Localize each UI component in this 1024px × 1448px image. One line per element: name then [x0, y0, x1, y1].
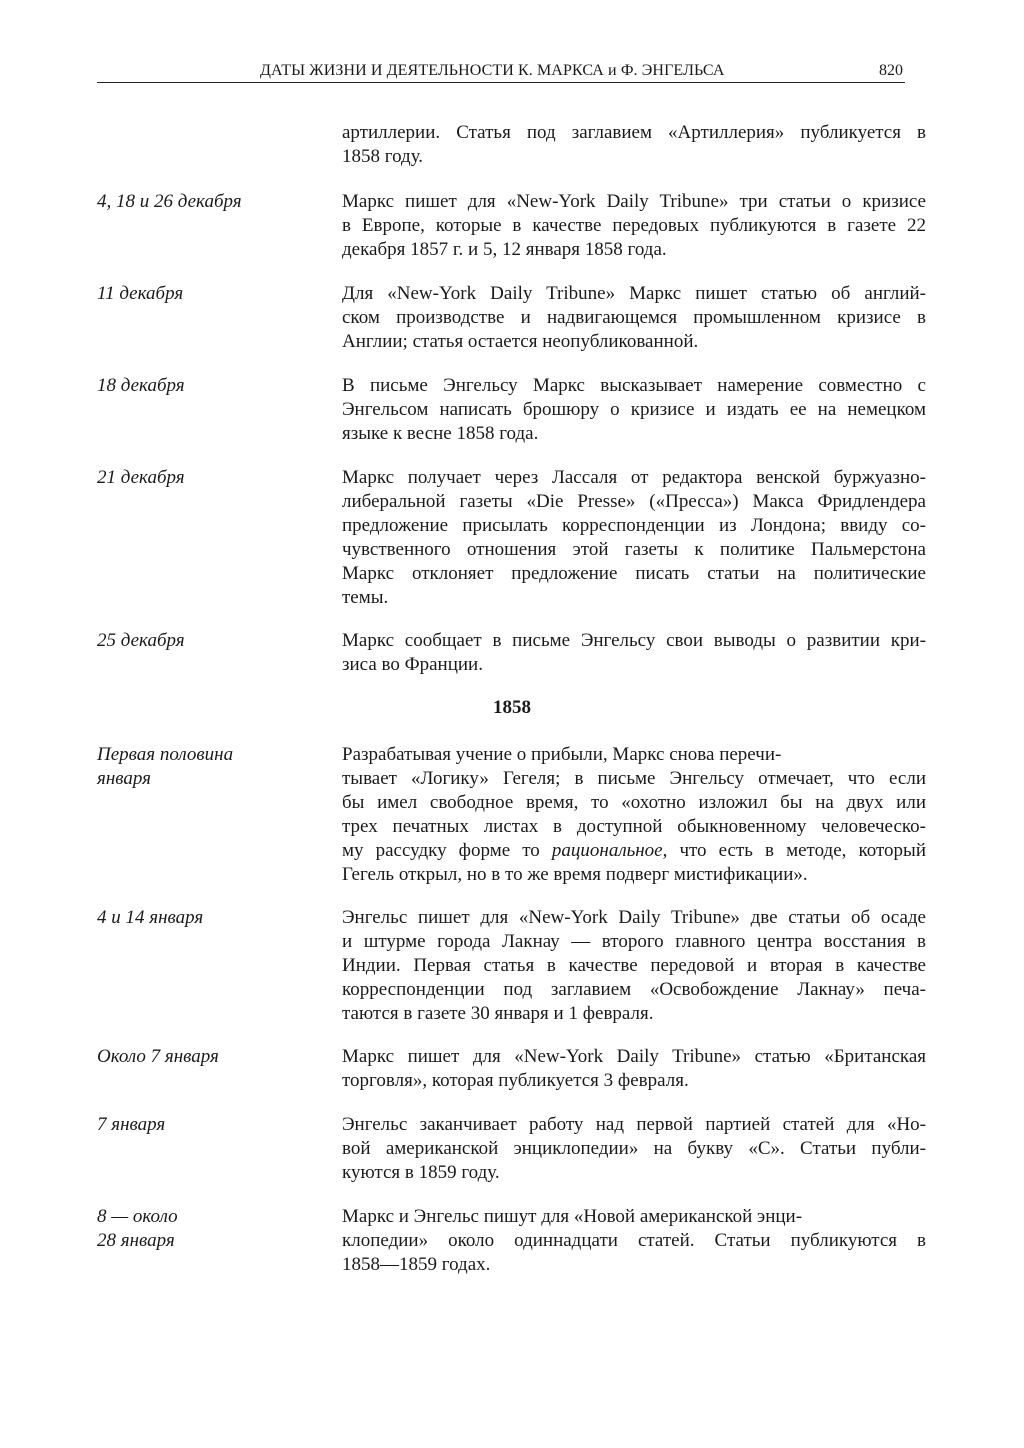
text-line: Маркс отклоняет предложение писать статьи на политические — [342, 563, 926, 584]
text-line: либеральной газеты «Die Presse» («Пресса») Макса Фридлендера — [342, 491, 926, 512]
date-line: 21 декабря — [97, 467, 185, 488]
text-line: тывает «Логику» Гегеля; в письме Энгельсу отмечает, что если — [342, 768, 926, 789]
entry-date — [97, 1045, 327, 1069]
text-line: Разрабатывая учение о прибыли, Маркс снова перечи- — [342, 744, 782, 765]
entry-date — [97, 1205, 327, 1253]
text-segment: что есть в методе, который — [667, 840, 926, 861]
entry-text — [342, 282, 926, 354]
text-line: таются в газете 30 января и 1 февраля. — [342, 1003, 654, 1024]
entry-date — [97, 629, 327, 653]
entry-date — [97, 1113, 327, 1137]
date-line: 8 — около — [97, 1206, 178, 1227]
continuation-paragraph — [342, 121, 926, 169]
text-line-with-emphasis — [342, 839, 926, 863]
text-line: в Европе, которые в качестве передовых публикуются в газете 22 — [342, 215, 926, 236]
text-line: Маркс и Энгельс пишут для «Новой американской энци- — [342, 1206, 803, 1227]
date-line: 25 декабря — [97, 630, 185, 651]
text-line: В письме Энгельсу Маркс высказывает намерение совместно с — [342, 375, 926, 396]
text-line: трех печатных листах в доступной обыкновенному человеческо- — [342, 816, 926, 837]
text-line: предложение присылать корреспонденции из Лондона; ввиду со- — [342, 515, 926, 536]
entry-text — [342, 1113, 926, 1185]
entry-date — [97, 282, 327, 306]
text-line: Англии; статья остается неопубликованной. — [342, 331, 699, 352]
running-header — [97, 60, 905, 83]
text-line: куются в 1859 году. — [342, 1162, 500, 1183]
text-line: ском производстве и надвигающемся промышленном кризисе в — [342, 307, 926, 328]
date-line: Первая половина — [97, 744, 234, 765]
text-line: темы. — [342, 587, 389, 608]
text-line: клопедии» около одиннадцати статей. Статьи публикуются в — [342, 1230, 926, 1251]
text-line: корреспонденции под заглавием «Освобождение Лакнау» печа- — [342, 979, 926, 1000]
text-line: артиллерии. Статья под заглавием «Артиллерия» публикуется в — [342, 122, 926, 143]
entry-date — [97, 906, 327, 930]
text-line: Маркс пишет для «New-York Daily Tribune» статью «Британская — [342, 1046, 926, 1067]
header-title: ДАТЫ ЖИЗНИ И ДЕЯТЕЛЬНОСТИ К. МАРКСА и Ф. ЭНГЕЛЬСА — [260, 62, 725, 79]
text-line: Энгельсом написать брошюру о кризисе и издать ее на немецком — [342, 399, 926, 420]
text-line: Индии. Первая статья в качестве передовой и вторая в качестве — [342, 955, 926, 976]
date-line: января — [97, 768, 151, 789]
text-line: Для «New-York Daily Tribune» Маркс пишет статью об англий- — [342, 283, 926, 304]
date-line: 4 и 14 января — [97, 907, 204, 928]
entry-text — [342, 906, 926, 1026]
date-line: Около 7 января — [97, 1046, 219, 1067]
entry-text — [342, 1205, 926, 1277]
text-segment: му рассудку форме то — [342, 840, 552, 861]
entry-text — [342, 190, 926, 262]
text-line: чувственного отношения этой газеты к политике Пальмерстона — [342, 539, 926, 560]
date-line: 28 января — [97, 1230, 175, 1251]
date-line: 4, 18 и 26 декабря — [97, 191, 242, 212]
entry-text — [342, 374, 926, 446]
date-line: 11 декабря — [97, 283, 184, 304]
text-line: декабря 1857 г. и 5, 12 января 1858 года. — [342, 239, 667, 260]
entry-text — [342, 629, 926, 677]
text-line: и штурме города Лакнау — второго главного центра восстания в — [342, 931, 926, 952]
text-line: Маркс получает через Лассаля от редактора венской буржуазно- — [342, 467, 926, 488]
entry-text — [342, 1045, 926, 1093]
text-line: зиса во Франции. — [342, 654, 483, 675]
entry-date — [97, 374, 327, 398]
entry-text — [342, 466, 926, 610]
text-line: языке к весне 1858 года. — [342, 423, 539, 444]
text-line: Энгельс пишет для «New-York Daily Tribune» две статьи об осаде — [342, 907, 926, 928]
entry-text — [342, 743, 926, 887]
text-line: Энгельс заканчивает работу над первой партией статей для «Но- — [342, 1114, 926, 1135]
text-line: Маркс сообщает в письме Энгельсу свои выводы о развитии кри- — [342, 630, 926, 651]
emphasized-word: рациональное, — [551, 840, 668, 861]
text-line: 1858 году. — [342, 146, 424, 167]
text-line: вой американской энциклопедии» на букву «С». Статьи публи- — [342, 1138, 926, 1159]
text-line: 1858—1859 годах. — [342, 1254, 491, 1275]
text-line: торговля», которая публикуется 3 февраля. — [342, 1070, 689, 1091]
page-number: 820 — [879, 62, 903, 79]
text-line: бы имел свободное время, то «охотно изложил бы на двух или — [342, 792, 926, 813]
date-line: 7 января — [97, 1114, 166, 1135]
text-line: Гегель открыл, но в то же время подверг мистификации». — [342, 864, 808, 885]
text-line: Маркс пишет для «New-York Daily Tribune» три статьи о кризисе — [342, 191, 926, 212]
date-line: 18 декабря — [97, 375, 185, 396]
entry-date — [97, 743, 327, 791]
year-heading: 1858 — [493, 697, 531, 718]
entry-date — [97, 466, 327, 490]
entry-date — [97, 190, 327, 214]
